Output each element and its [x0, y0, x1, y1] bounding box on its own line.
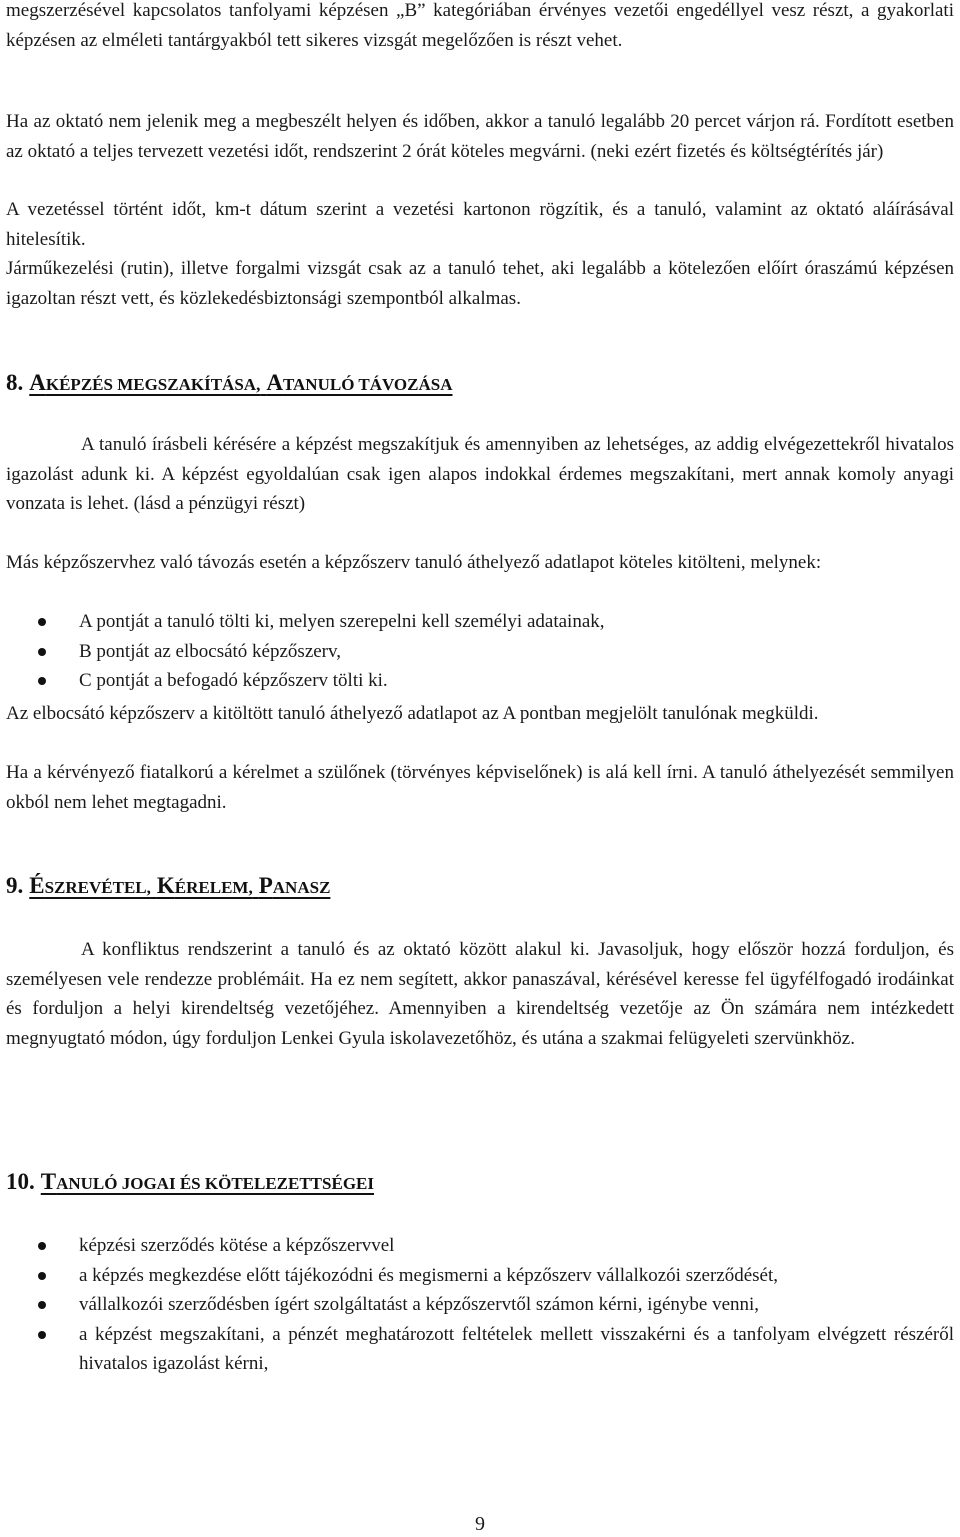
paragraph-complaints: A konfliktus rendszerint a tanuló és az oktató között alakul ki. Javasoljuk, hogy először hozzá forduljon, és személyesen vele rendezze problémáit. Ha ez nem segített, akkor panaszával, kérésével keresse fel ügyfélfogadó irodáinkat és forduljon a helyi kirendeltség vezetőjéhez. Amennyiben a kirendeltség vezetője az Ön számára nem intézkedett megnyugtató módon, úgy forduljon Lenkei Gyula iskolavezetőhöz, és utána a szakmai felügyeleti szervünkhöz.	[6, 939, 954, 1049]
bullet-icon	[38, 1331, 46, 1339]
student-rights-list	[0, 1231, 954, 1379]
paragraph-exam-eligibility: Járműkezelési (rutin), illetve forgalmi vizsgát csak az a tanuló tehet, aki legalább a kötelezően előírt óraszámú képzésen igazoltan részt vett, és közlekedésbiztonsági szempontból alkalmas.	[6, 258, 954, 309]
list-item: a képzés megkezdése előtt tájékozódni és megismerni a képzőszerv vállalkozói szerződését,	[0, 1261, 954, 1291]
list-item: B pontját az elbocsátó képzőszerv,	[0, 637, 954, 667]
section-10-number: 10.	[6, 1169, 35, 1194]
paragraph-prior-section-end: megszerzésével kapcsolatos tanfolyami képzésen „B” kategóriában érvényes vezetői engedéllyel vesz részt, a gyakorlati képzésen az elméleti tantárgyakból tett sikeres vizsgát megelőzően is részt vehet.	[6, 0, 954, 51]
page-number: 9	[475, 1513, 485, 1535]
bullet-icon	[38, 618, 46, 626]
transfer-form-list	[0, 607, 954, 696]
list-item: A pontját a tanuló tölti ki, melyen szerepelni kell személyi adatainak,	[0, 607, 954, 637]
section-8-title: AKÉPZÉS MEGSZAKÍTÁSA, ATANULÓ TÁVOZÁSA	[29, 370, 453, 395]
paragraph-minor-applicant: Ha a kérvényező fiatalkorú a kérelmet a szülőnek (törvényes képviselőnek) is alá kell írni. A tanuló áthelyezését semmilyen okból nem lehet megtagadni.	[6, 762, 954, 813]
paragraph-instructor-absence: Ha az oktató nem jelenik meg a megbeszélt helyen és időben, akkor a tanuló legalább 20 percet várjon rá. Fordított esetben az oktató a teljes tervezett vezetési időt, rendszerint 2 órát köteles megvárni. (neki ezért fizetés és költségtérítés jár)	[6, 111, 954, 162]
paragraph-transfer-form: Más képzőszervhez való távozás esetén a képzőszerv tanuló áthelyező adatlapot köteles kitölteni, melynek:	[6, 552, 822, 573]
section-8-number: 8.	[6, 370, 24, 395]
section-10-heading	[6, 1169, 954, 1196]
paragraph-form-sending: Az elbocsátó képzőszerv a kitöltött tanuló áthelyező adatlapot az A pontban megjelölt tanulónak megküldi.	[6, 703, 819, 724]
paragraph-training-interruption: A tanuló írásbeli kérésére a képzést megszakítjuk és amennyiben az lehetséges, az addig elvégezettekről hivatalos igazolást adunk ki. A képzést egyoldalúan csak igen alapos indokkal érdemes megszakítani, mert annak komoly anyagi vonzata is lehet. (lásd a pénzügyi részt)	[6, 434, 954, 514]
list-item: C pontját a befogadó képzőszerv tölti ki.	[0, 666, 954, 696]
list-item: vállalkozói szerződésben ígért szolgáltatást a képzőszervtől számon kérni, igénybe venni,	[0, 1290, 954, 1320]
section-9-title: ÉSZREVÉTEL, KÉRELEM, PANASZ	[29, 873, 331, 898]
bullet-icon	[38, 677, 46, 685]
section-8-heading	[6, 370, 954, 397]
bullet-icon	[38, 1242, 46, 1250]
section-9-number: 9.	[6, 873, 24, 898]
bullet-icon	[38, 648, 46, 656]
section-10-title: TANULÓ JOGAI ÉS KÖTELEZETTSÉGEI	[40, 1169, 374, 1194]
section-9-heading	[6, 873, 954, 900]
bullet-icon	[38, 1301, 46, 1309]
list-item: a képzést megszakítani, a pénzét meghatározott feltételek mellett visszakérni és a tanfolyam elvégzett részéről hivatalos igazolást kérni,	[0, 1320, 954, 1379]
list-item: képzési szerződés kötése a képzőszervvel	[0, 1231, 954, 1261]
paragraph-driving-log: A vezetéssel történt időt, km-t dátum szerint a vezetési kartonon rögzítik, és a tanuló, valamint az oktató aláírásával hitelesítik.	[6, 199, 954, 250]
bullet-icon	[38, 1272, 46, 1280]
